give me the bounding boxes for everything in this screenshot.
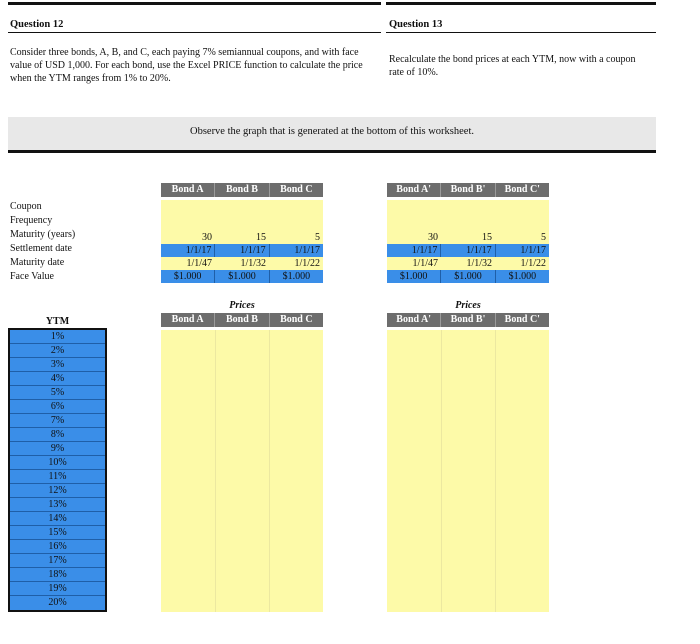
ytm-cell[interactable]: 16% [10, 540, 105, 554]
graph-note-banner [8, 117, 656, 150]
header-bond-b: Bond B [215, 183, 269, 197]
cell-maturity-b-prime[interactable]: 15 [482, 232, 492, 243]
ytm-cell[interactable]: 17% [10, 554, 105, 568]
header-bond-c: Bond C [280, 184, 313, 195]
ytm-cell[interactable]: 19% [10, 582, 105, 596]
left-input-area [161, 200, 323, 231]
right-prices-col-divider [495, 330, 496, 612]
ytm-cell[interactable]: 10% [10, 456, 105, 470]
prices-header-bond-b: Bond B [215, 313, 269, 327]
ytm-cell[interactable]: 14% [10, 512, 105, 526]
question-12-underline [8, 32, 381, 33]
left-prices-area[interactable] [161, 330, 323, 612]
right-maturity-row [387, 231, 549, 244]
right-bond-header [387, 183, 549, 197]
cell-maturity-date-c[interactable]: 1/1/22 [294, 258, 320, 269]
cell-maturity-b[interactable]: 15 [256, 232, 266, 243]
ytm-cell[interactable]: 6% [10, 400, 105, 414]
ytm-cell[interactable]: 8% [10, 428, 105, 442]
prices-header-bond-a: Bond A [161, 313, 215, 327]
question-13-heading: Question 13 [389, 19, 443, 30]
ytm-cell[interactable]: 2% [10, 344, 105, 358]
left-bond-table [161, 183, 323, 283]
ytm-cell[interactable]: 18% [10, 568, 105, 582]
cell-maturity-c[interactable]: 5 [315, 232, 320, 243]
top-rule-right [386, 2, 656, 5]
cell-settlement-b[interactable]: 1/1/17 [215, 244, 269, 257]
ytm-cell[interactable]: 11% [10, 470, 105, 484]
prices-header-bond-c: Bond C [280, 314, 313, 325]
ytm-cell[interactable]: 5% [10, 386, 105, 400]
header-bond-c-prime: Bond C' [504, 184, 540, 195]
cell-settlement-b-prime[interactable]: 1/1/17 [441, 244, 495, 257]
ytm-cell[interactable]: 4% [10, 372, 105, 386]
right-input-area [387, 200, 549, 231]
cell-maturity-date-b[interactable]: 1/1/32 [240, 258, 266, 269]
label-maturity-date: Maturity date [10, 257, 65, 268]
question-13-underline [386, 32, 656, 33]
question-12-text: Consider three bonds, A, B, and C, each paying 7% semiannual coupons, and with face value of USD 1,000. For each bond, use the Excel PRICE function to calculate the price when the YTM ranges from 1% to 20%. [10, 47, 363, 84]
ytm-cell[interactable]: 1% [10, 330, 105, 344]
cell-face-value-b[interactable]: $1.000 [215, 270, 269, 283]
cell-settlement-a[interactable]: 1/1/17 [161, 244, 215, 257]
left-maturity-row [161, 231, 323, 244]
question-12-heading: Question 12 [10, 19, 64, 30]
right-bond-table [387, 183, 549, 283]
left-prices-col-divider [269, 330, 270, 612]
top-rule-left [8, 2, 381, 5]
cell-maturity-date-a[interactable]: 1/1/47 [186, 258, 212, 269]
right-maturity-date-row [387, 257, 549, 270]
ytm-title: YTM [45, 316, 70, 327]
ytm-cell[interactable]: 9% [10, 442, 105, 456]
cell-maturity-date-c-prime[interactable]: 1/1/22 [520, 258, 546, 269]
right-prices-header [387, 313, 549, 327]
ytm-cell[interactable]: 3% [10, 358, 105, 372]
bond-parameter-labels [10, 200, 160, 284]
label-frequency: Frequency [10, 215, 53, 226]
header-bond-b-prime: Bond B' [441, 183, 495, 197]
cell-settlement-c-prime[interactable]: 1/1/17 [520, 245, 546, 256]
right-prices-col-divider [441, 330, 442, 612]
prices-header-bond-c-prime: Bond C' [504, 314, 540, 325]
cell-face-value-a[interactable]: $1.000 [161, 270, 215, 283]
left-face-value-row [161, 270, 323, 283]
label-settlement-date: Settlement date [10, 243, 72, 254]
cell-maturity-a-prime[interactable]: 30 [428, 232, 438, 243]
cell-face-value-c[interactable]: $1.000 [282, 271, 311, 282]
left-prices-header [161, 313, 323, 327]
left-prices-title: Prices [229, 300, 255, 311]
ytm-cell[interactable]: 15% [10, 526, 105, 540]
cell-maturity-date-b-prime[interactable]: 1/1/32 [466, 258, 492, 269]
cell-maturity-a[interactable]: 30 [202, 232, 212, 243]
header-bond-a-prime: Bond A' [387, 183, 441, 197]
right-settlement-row [387, 244, 549, 257]
right-face-value-row [387, 270, 549, 283]
cell-face-value-a-prime[interactable]: $1.000 [387, 270, 441, 283]
ytm-cell[interactable]: 7% [10, 414, 105, 428]
cell-maturity-date-a-prime[interactable]: 1/1/47 [412, 258, 438, 269]
left-bond-header [161, 183, 323, 197]
cell-settlement-a-prime[interactable]: 1/1/17 [387, 244, 441, 257]
question-13-text: Recalculate the bond prices at each YTM, now with a coupon rate of 10%. [389, 54, 636, 78]
graph-note-text: Observe the graph that is generated at the bottom of this worksheet. [189, 126, 474, 137]
label-maturity-years: Maturity (years) [10, 229, 76, 240]
banner-bottom-rule [8, 150, 656, 153]
ytm-list [8, 328, 107, 612]
prices-header-bond-a-prime: Bond A' [387, 313, 441, 327]
right-prices-title: Prices [455, 300, 481, 311]
header-bond-a: Bond A [161, 183, 215, 197]
right-prices-area[interactable] [387, 330, 549, 612]
left-prices-col-divider [215, 330, 216, 612]
ytm-cell[interactable]: 13% [10, 498, 105, 512]
ytm-cell[interactable]: 20% [48, 597, 67, 608]
ytm-cell[interactable]: 12% [10, 484, 105, 498]
left-settlement-row [161, 244, 323, 257]
label-coupon: Coupon [10, 201, 42, 212]
cell-face-value-c-prime[interactable]: $1.000 [508, 271, 537, 282]
label-face-value: Face Value [10, 271, 54, 282]
cell-settlement-c[interactable]: 1/1/17 [294, 245, 320, 256]
cell-maturity-c-prime[interactable]: 5 [541, 232, 546, 243]
prices-header-bond-b-prime: Bond B' [441, 313, 495, 327]
left-maturity-date-row [161, 257, 323, 270]
cell-face-value-b-prime[interactable]: $1.000 [441, 270, 495, 283]
